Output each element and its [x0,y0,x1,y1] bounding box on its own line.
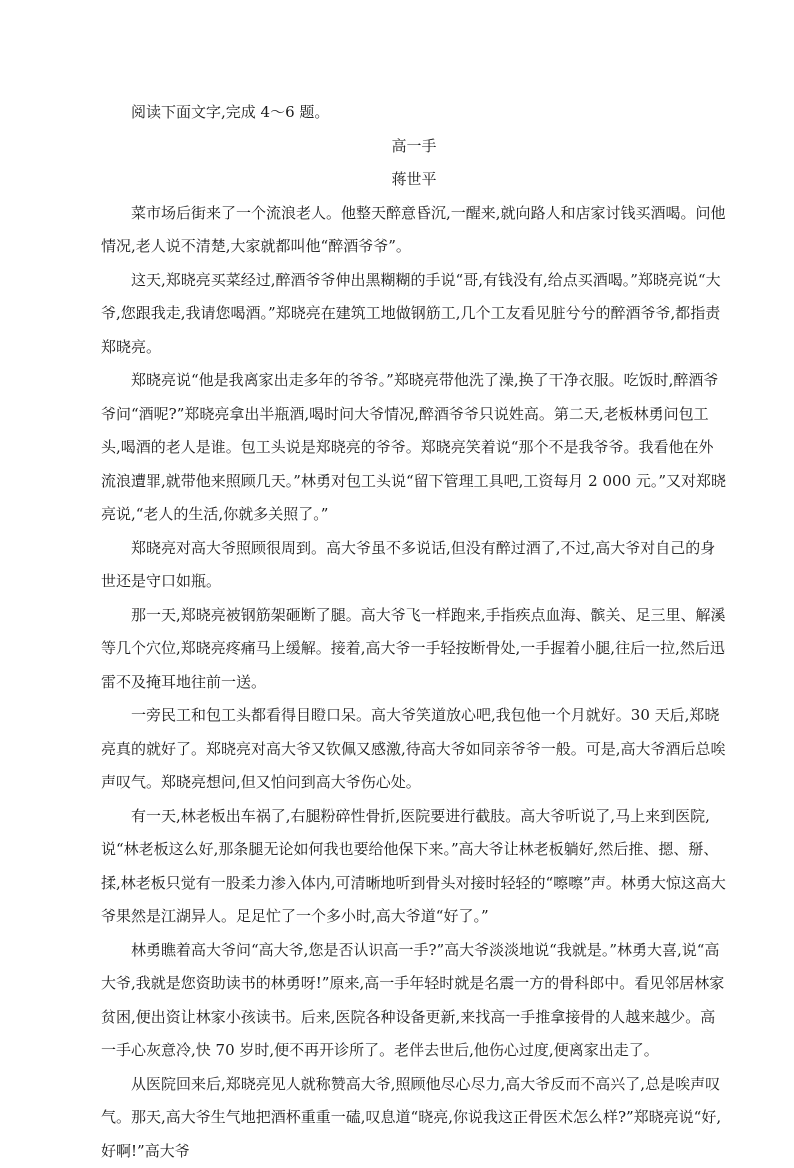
paragraph: 郑晓亮说“他是我离家出走多年的爷爷。”郑晓亮带他洗了澡,换了干净衣服。吃饭时,醉酒爷爷问“酒呢?”郑晓亮拿出半瓶酒,喝时问大爷情况,醉酒爷爷只说姓高。第二天,老板林勇问包工头,喝酒的老人是谁。包工头说是郑晓亮的爷爷。郑晓亮笑着说“那个不是我爷爷。我看他在外流浪遭罪,就带他来照顾几天。”林勇对包工头说“留下管理工具吧,工资每月 2 000 元。”又对郑晓亮说,“老人的生活,你就多关照了。” [101,364,727,532]
article-title: 高一手 [101,130,727,164]
paragraph: 这天,郑晓亮买菜经过,醉酒爷爷伸出黑糊糊的手说“哥,有钱没有,给点买酒喝。”郑晓亮说“大爷,您跟我走,我请您喝酒。”郑晓亮在建筑工地做钢筋工,几个工友看见脏兮兮的醉酒爷爷,都指责郑晓亮。 [101,264,727,365]
paragraph: 那一天,郑晓亮被钢筋架砸断了腿。高大爷飞一样跑来,手指疾点血海、髌关、足三里、解溪等几个穴位,郑晓亮疼痛马上缓解。接着,高大爷一手轻按断骨处,一手握着小腿,往后一拉,然后迅雷不及掩耳地往前一送。 [101,599,727,700]
paragraph: 一旁民工和包工头都看得目瞪口呆。高大爷笑道放心吧,我包他一个月就好。30 天后,郑晓亮真的就好了。郑晓亮对高大爷又钦佩又感激,待高大爷如同亲爷爷一般。可是,高大爷酒后总唉声叹气。郑晓亮想问,但又怕问到高大爷伤心处。 [101,699,727,800]
paragraph: 菜市场后街来了一个流浪老人。他整天醉意昏沉,一醒来,就向路人和店家讨钱买酒喝。问他情况,老人说不清楚,大家就都叫他“醉酒爷爷”。 [101,197,727,264]
paragraph: 林勇瞧着高大爷问“高大爷,您是否认识高一手?”高大爷淡淡地说“我就是。”林勇大喜,说“高大爷,我就是您资助读书的林勇呀!”原来,高一手年轻时就是名震一方的骨科郎中。看见邻居林家贫困,便出资让林家小孩读书。后来,医院各种设备更新,来找高一手推拿接骨的人越来越少。高一手心灰意冷,快 70 岁时,便不再开诊所了。老伴去世后,他伤心过度,便离家出走了。 [101,934,727,1068]
document-page [101,96,727,1168]
paragraph: 有一天,林老板出车祸了,右腿粉碎性骨折,医院要进行截肢。高大爷听说了,马上来到医院,说“林老板这么好,那条腿无论如何我也要给他保下来。”高大爷让林老板躺好,然后推、摁、掰、揉,林老板只觉有一股柔力渗入体内,可清晰地听到骨头对接时轻轻的“嚓嚓”声。林勇大惊这高大爷果然是江湖异人。足足忙了一个多小时,高大爷道“好了。” [101,800,727,934]
article-author: 蒋世平 [101,163,727,197]
paragraph: 从医院回来后,郑晓亮见人就称赞高大爷,照顾他尽心尽力,高大爷反而不高兴了,总是唉声叹气。那天,高大爷生气地把酒杯重重一磕,叹息道“晓亮,你说我这正骨医术怎么样?”郑晓亮说“好,好啊!”高大爷 [101,1068,727,1168]
paragraph: 郑晓亮对高大爷照顾很周到。高大爷虽不多说话,但没有醉过酒了,不过,高大爷对自己的身世还是守口如瓶。 [101,532,727,599]
reading-instruction: 阅读下面文字,完成 4～6 题。 [101,96,727,130]
